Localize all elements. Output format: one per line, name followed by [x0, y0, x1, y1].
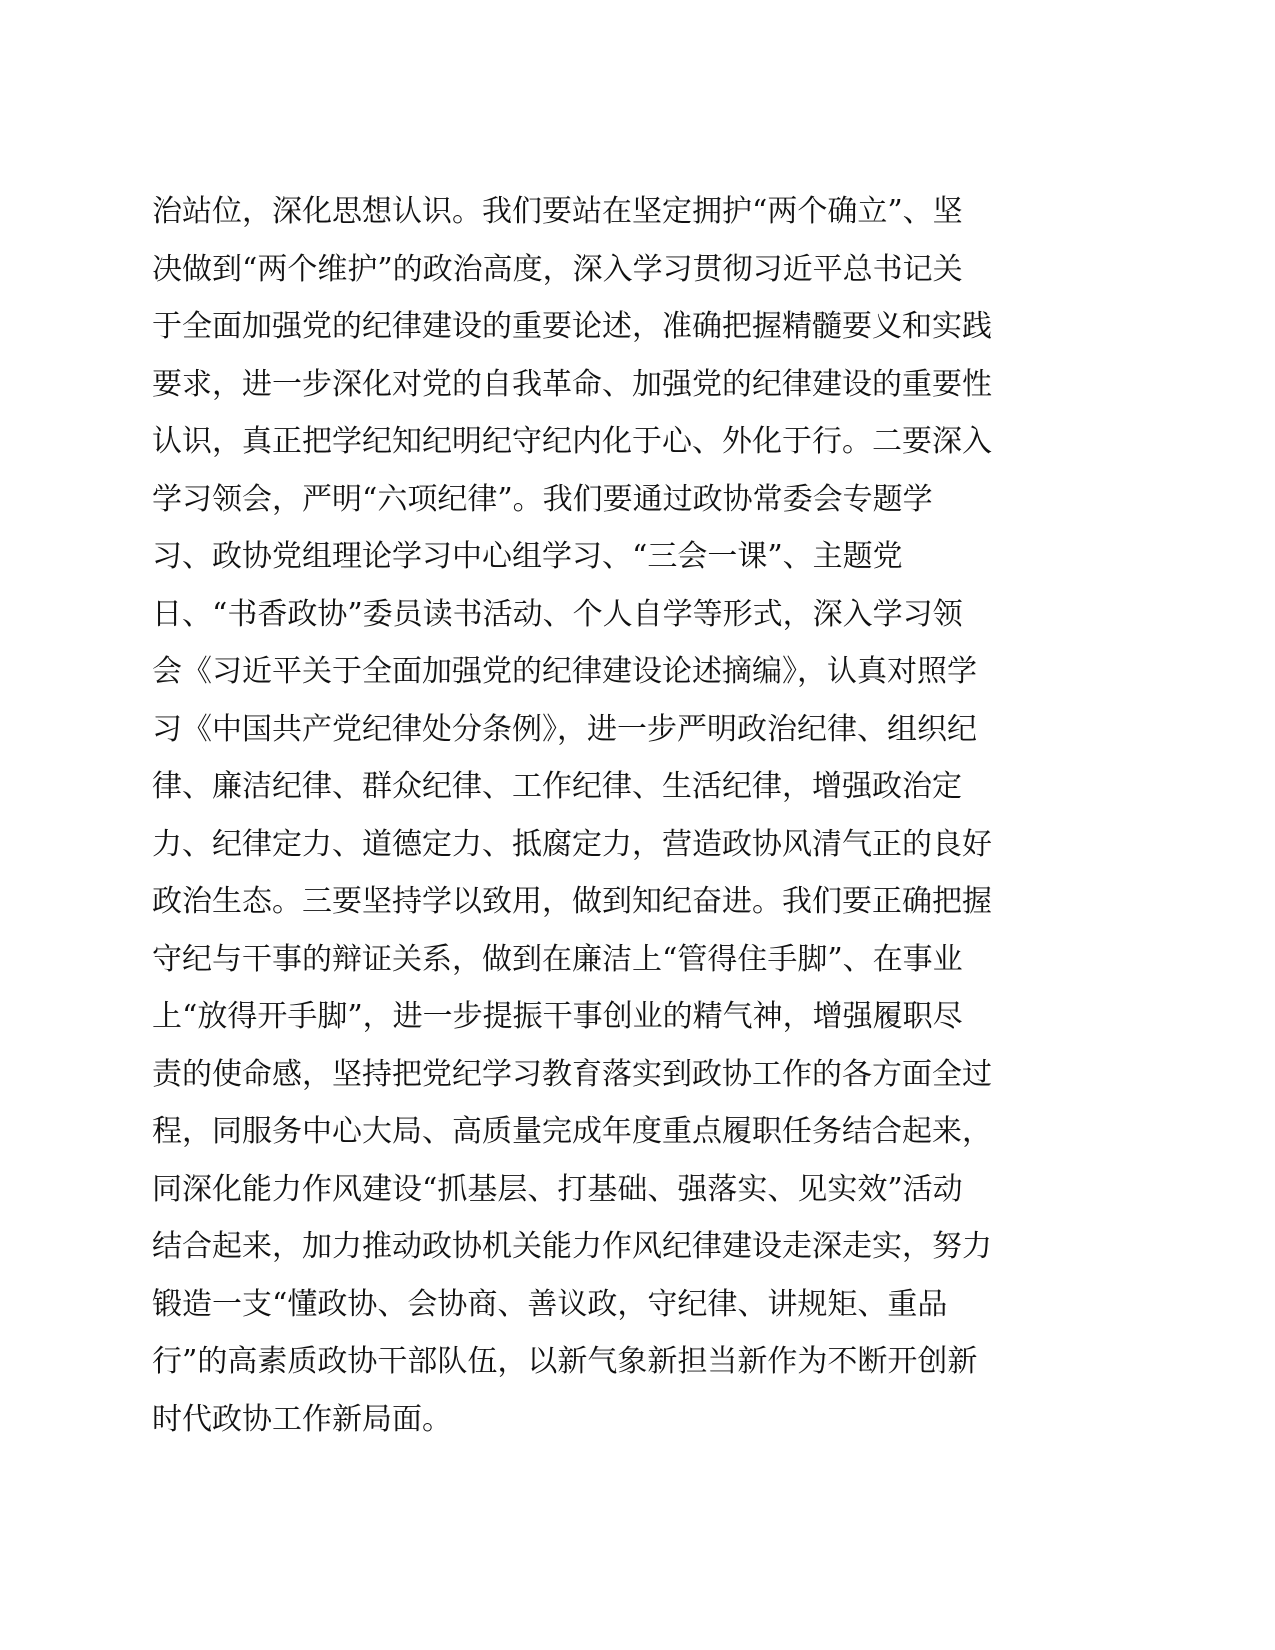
text-line: 行”的高素质政协干部队伍，以新气象新担当新作为不断开创新 [152, 1344, 978, 1379]
body-paragraph [152, 183, 1052, 1448]
text-line: 程，同服务中心大局、高质量完成年度重点履职任务结合起来， [152, 1114, 992, 1149]
text-line: 日、“书香政协”委员读书活动、个人自学等形式，深入学习领 [152, 596, 963, 632]
text-line: 决做到“两个维护”的政治高度，深入学习贯彻习近平总书记关 [152, 251, 963, 287]
text-line: 习、政协党组理论学习中心组学习、“三会一课”、主题党 [152, 539, 903, 574]
text-line: 于全面加强党的纪律建设的重要论述，准确把握精髓要义和实践 [152, 309, 992, 344]
text-line: 守纪与干事的辩证关系，做到在廉洁上“管得住手脚”、在事业 [152, 941, 963, 977]
text-line: 要求，进一步深化对党的自我革命、加强党的纪律建设的重要性 [152, 366, 992, 402]
text-line: 上“放得开手脚”，进一步提振干事创业的精气神，增强履职尽 [152, 999, 963, 1034]
text-line: 锻造一支“懂政协、会协商、善议政，守纪律、讲规矩、重品 [152, 1286, 948, 1322]
text-line: 治站位，深化思想认识。我们要站在坚定拥护“两个确立”、坚 [152, 194, 963, 229]
text-line: 习《中国共产党纪律处分条例》，进一步严明政治纪律、组织纪 [152, 711, 977, 747]
text-line: 认识，真正把学纪知纪明纪守纪内化于心、外化于行。二要深入 [152, 424, 992, 459]
text-line: 力、纪律定力、道德定力、抵腐定力，营造政协风清气正的良好 [152, 826, 992, 862]
text-line: 学习领会，严明“六项纪律”。我们要通过政协常委会专题学 [152, 481, 933, 517]
text-line: 政治生态。三要坚持学以致用，做到知纪奋进。我们要正确把握 [152, 884, 992, 919]
text-line: 同深化能力作风建设“抓基层、打基础、强落实、见实效”活动 [152, 1171, 963, 1207]
text-line: 时代政协工作新局面。 [152, 1401, 452, 1437]
text-line: 责的使命感，坚持把党纪学习教育落实到政协工作的各方面全过 [152, 1056, 992, 1092]
text-line: 会《习近平关于全面加强党的纪律建设论述摘编》，认真对照学 [152, 654, 977, 689]
text-line: 律、廉洁纪律、群众纪律、工作纪律、生活纪律，增强政治定 [152, 769, 962, 804]
text-line: 结合起来，加力推动政协机关能力作风纪律建设走深走实，努力 [152, 1229, 992, 1264]
